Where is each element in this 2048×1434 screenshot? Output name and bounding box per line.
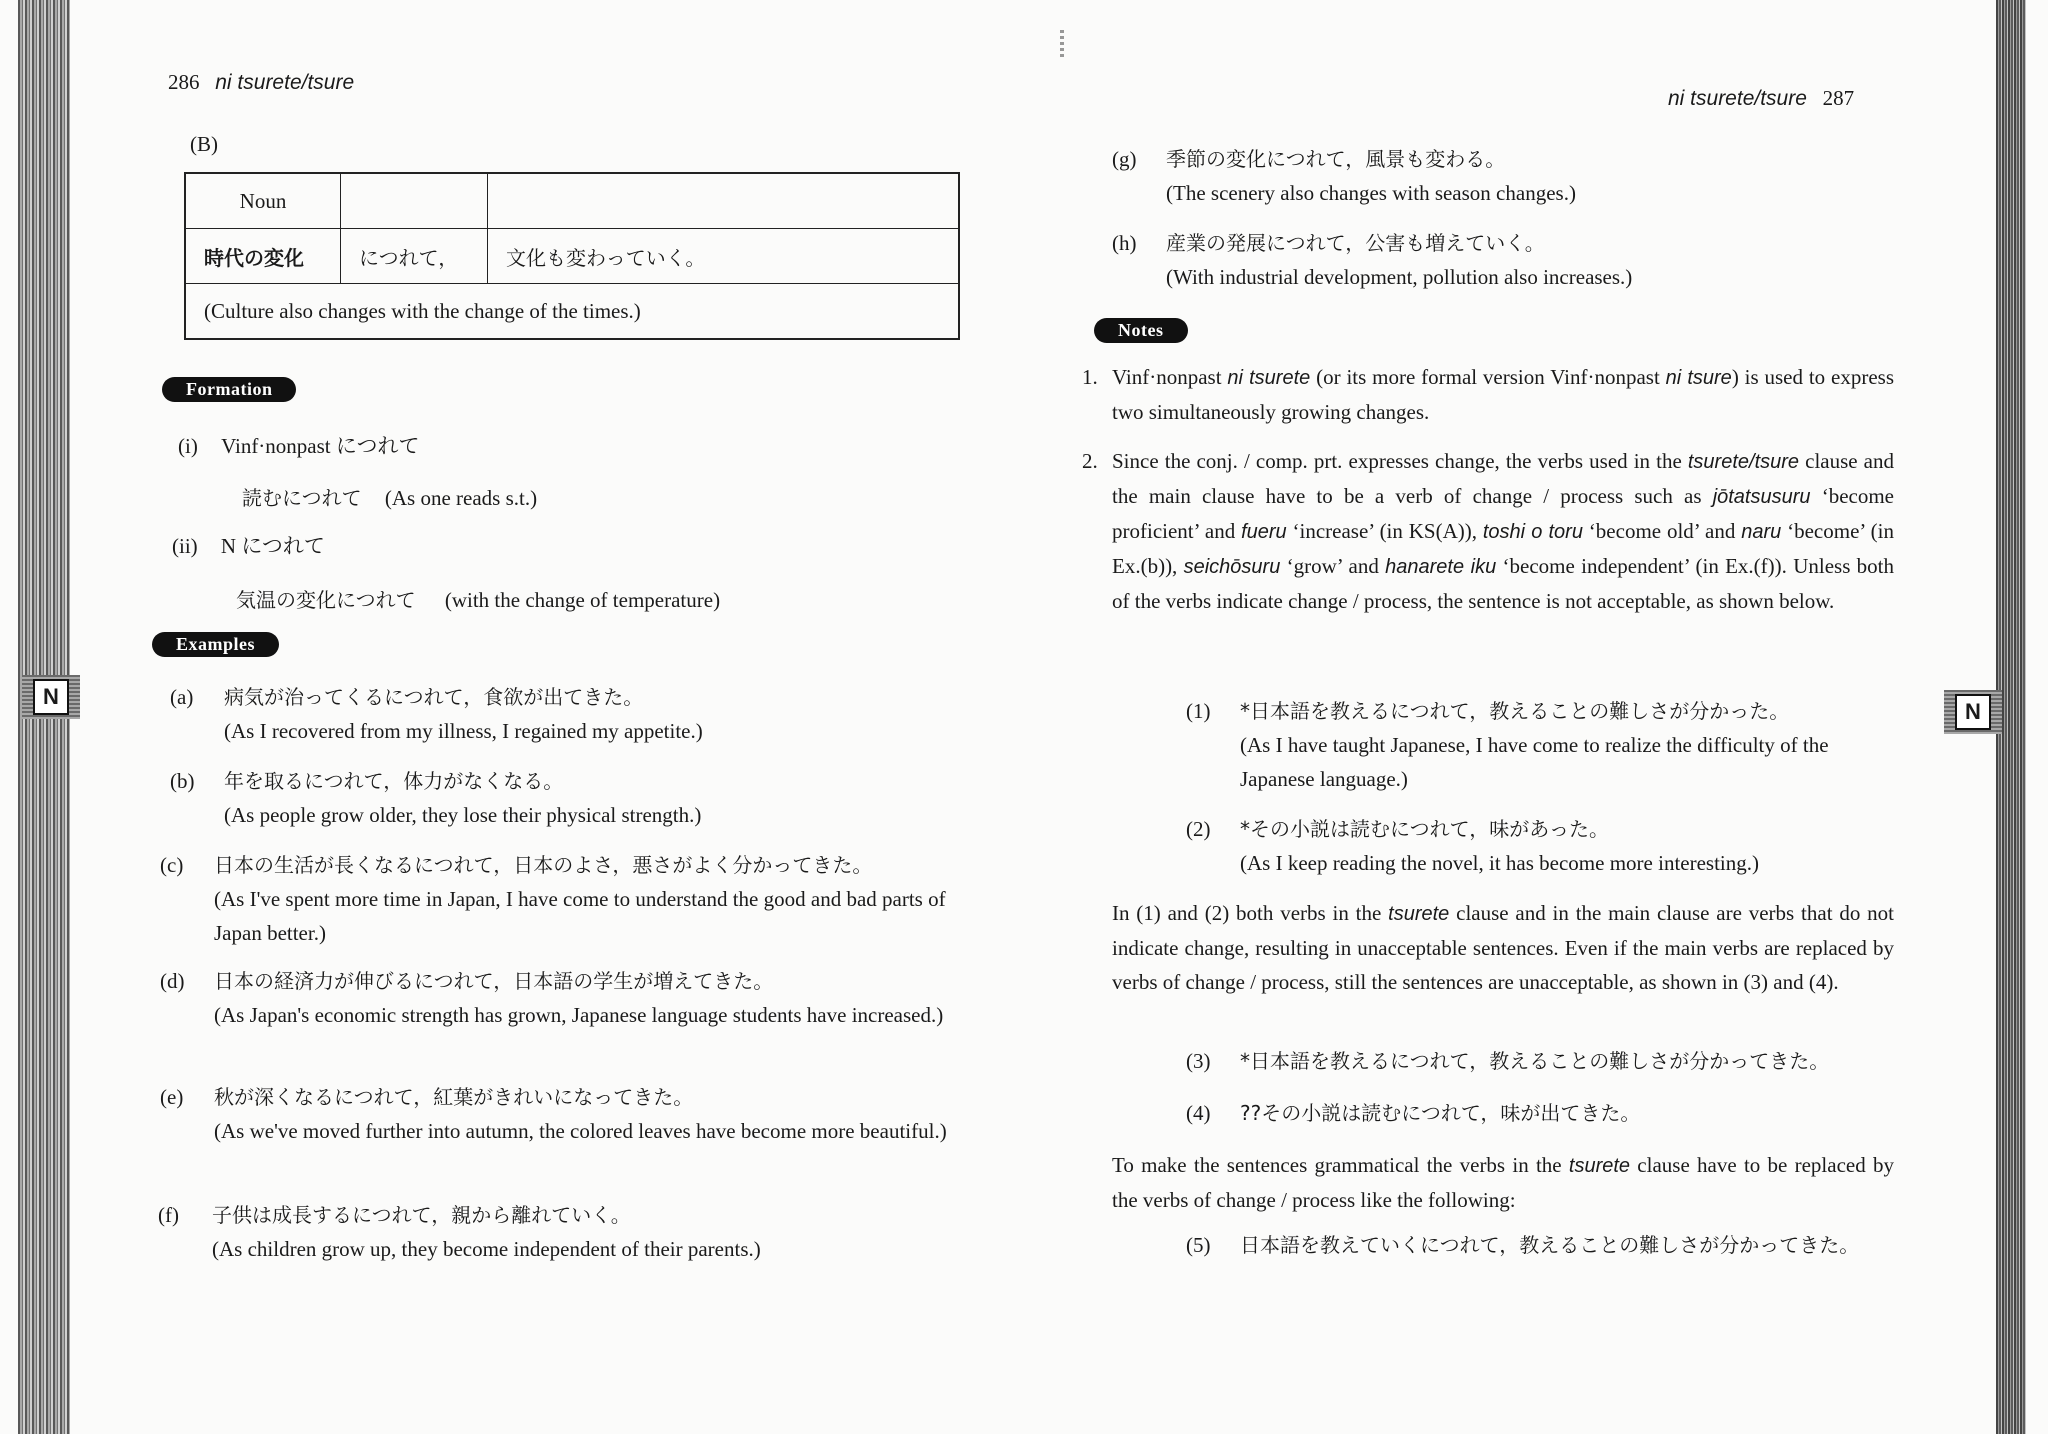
notes-heading: Notes — [1094, 318, 1188, 343]
note-1 — [1082, 360, 1894, 429]
formation-example-en: (As one reads s.t.) — [384, 486, 538, 510]
example-jp: *日本語を教えるにつれて，教えることの難しさが分かった。 — [1240, 699, 1790, 723]
formation-example-jp: 読むにつれて — [242, 486, 362, 510]
example-jp: 日本の経済力が伸びるにつれて，日本語の学生が増えてきた。 — [214, 969, 774, 993]
note-text: clause and in the main clause are verbs that do not indicate change, resulting in unacceptable sentences. Even if the main verbs are replaced by verbs of change / process, still the sentences are unacceptable, as shown in (3) and (4). — [1112, 901, 1894, 994]
running-head-title: ni tsurete/tsure — [1668, 87, 1807, 110]
example-f — [158, 1198, 964, 1266]
formation-number: (i) — [178, 434, 198, 458]
table-noun-cell: 時代の変化 — [185, 229, 341, 284]
thumb-letter: N — [33, 679, 69, 715]
example-tag: (a) — [170, 685, 194, 709]
note-term: tsurete/tsure — [1687, 451, 1800, 473]
note-text: clause and the main clause have to be a verb of change / process such as — [1112, 449, 1894, 508]
note-text: Vinf·nonpast — [1112, 365, 1228, 389]
right-running-head — [1668, 86, 1854, 111]
example-jp: *日本語を教えるにつれて，教えることの難しさが分かってきた。 — [1240, 1049, 1830, 1073]
paragraph-3 — [1112, 1148, 1894, 1217]
formation-example-en: (with the change of temperature) — [444, 588, 721, 612]
example-jp: 子供は成長するにつれて，親から離れていく。 — [212, 1203, 631, 1227]
example-tag: (2) — [1186, 817, 1211, 841]
note-term: fueru — [1241, 521, 1287, 543]
example-jp: 産業の発展につれて，公害も増えていく。 — [1166, 231, 1545, 255]
table-main-cell: 文化も変わっていく。 — [488, 229, 960, 284]
gutter-mark — [1060, 30, 1064, 60]
example-e — [160, 1080, 966, 1148]
table-particle-cell: につれて， — [341, 229, 488, 284]
example-jp: 年を取るにつれて，体力がなくなる。 — [224, 769, 564, 793]
formation-ii — [172, 530, 325, 563]
example-en: (As children grow up, they become independent of their parents.) — [212, 1237, 761, 1261]
example-a — [170, 680, 964, 748]
note-term: jōtatsusuru — [1712, 486, 1811, 508]
note-term: tsurete — [1568, 1155, 1631, 1177]
note-term: ni tsure — [1665, 367, 1732, 389]
example-jp: 病気が治ってくるにつれて，食欲が出てきた。 — [224, 685, 644, 709]
note-text: In (1) and (2) both verbs in the — [1112, 901, 1389, 925]
left-running-head — [168, 70, 354, 95]
example-tag: (4) — [1186, 1101, 1211, 1125]
page-number: 287 — [1822, 86, 1855, 110]
thumb-index-left — [22, 675, 80, 719]
note-term: seichōsuru — [1183, 556, 1281, 578]
note-number: 1. — [1082, 365, 1098, 389]
example-tag: (b) — [170, 769, 195, 793]
formation-pattern: Vinf·nonpast につれて — [221, 434, 420, 458]
note-term: tsurete — [1388, 903, 1450, 925]
example-jp: *その小説は読むにつれて，味があった。 — [1240, 817, 1609, 841]
note-term: toshi o toru — [1482, 521, 1583, 543]
example-jp: 秋が深くなるにつれて，紅葉がきれいになってきた。 — [214, 1085, 694, 1109]
examples-heading: Examples — [152, 632, 279, 657]
formation-table — [184, 172, 960, 340]
note-term: ni tsurete — [1227, 367, 1311, 389]
formation-heading: Formation — [162, 377, 296, 402]
page-number: 286 — [168, 70, 200, 94]
note-number: 2. — [1082, 449, 1098, 473]
sub-example-5 — [1186, 1228, 1900, 1262]
example-tag: (1) — [1186, 699, 1211, 723]
note-text: clause have to be replaced by the verbs of change / process like the following: — [1112, 1153, 1894, 1212]
example-en: (As I keep reading the novel, it has become more interesting.) — [1240, 851, 1759, 875]
table-header-noun: Noun — [185, 173, 341, 229]
example-en: (With industrial development, pollution also increases.) — [1166, 265, 1633, 289]
note-text: ‘grow’ and — [1280, 554, 1386, 578]
note-text: Since the conj. / comp. prt. expresses change, the verbs used in the — [1112, 449, 1688, 473]
example-h — [1112, 226, 1926, 294]
example-tag: (e) — [160, 1085, 184, 1109]
example-tag: (5) — [1186, 1233, 1211, 1257]
note-text: (or its more formal version Vinf·nonpast — [1310, 365, 1666, 389]
example-tag: (d) — [160, 969, 185, 993]
example-jp: ??その小説は読むにつれて，味が出てきた。 — [1240, 1101, 1641, 1125]
sub-example-2 — [1186, 812, 1900, 880]
note-text: To make the sentences grammatical the verbs in the — [1112, 1153, 1569, 1177]
example-en: (As people grow older, they lose their physical strength.) — [224, 803, 702, 827]
example-tag: (h) — [1112, 231, 1137, 255]
formation-pattern: N につれて — [220, 534, 325, 558]
example-en: (As Japan's economic strength has grown, Japanese language students have increased.) — [214, 1003, 944, 1027]
example-tag: (g) — [1112, 147, 1137, 171]
table-translation: (Culture also changes with the change of the times.) — [185, 284, 959, 340]
example-b — [170, 764, 964, 832]
example-tag: (3) — [1186, 1049, 1211, 1073]
formation-ii-example — [236, 584, 720, 617]
example-en: (As we've moved further into autumn, the colored leaves have become more beautiful.) — [214, 1119, 947, 1143]
note-text: ‘become’ (in Ex.(b)), — [1112, 519, 1895, 578]
example-jp: 日本語を教えていくにつれて，教えることの難しさが分かってきた。 — [1240, 1233, 1860, 1257]
note-term: hanarete iku — [1385, 556, 1497, 578]
example-en: (As I have taught Japanese, I have come to realize the difficulty of the Japanese language.) — [1240, 733, 1829, 791]
formation-i-example — [242, 482, 537, 515]
note-text: ‘become old’ and — [1582, 519, 1742, 543]
sub-example-3 — [1186, 1044, 1900, 1078]
example-en: (As I've spent more time in Japan, I have come to understand the good and bad parts of Japan better.) — [214, 887, 946, 945]
example-tag: (c) — [160, 853, 184, 877]
sub-example-4 — [1186, 1096, 1900, 1130]
example-en: (The scenery also changes with season changes.) — [1166, 181, 1576, 205]
example-tag: (f) — [158, 1203, 179, 1227]
formation-i — [178, 430, 419, 463]
example-en: (As I recovered from my illness, I regained my appetite.) — [224, 719, 703, 743]
note-2 — [1082, 444, 1895, 618]
note-text: ‘increase’ (in KS(A)), — [1286, 519, 1483, 543]
note-term: naru — [1741, 521, 1782, 543]
thumb-index-right — [1944, 690, 2002, 734]
formation-number: (ii) — [172, 534, 198, 558]
note-text: ) is used to express two simultaneously growing changes. — [1112, 365, 1894, 424]
example-jp: 季節の変化につれて，風景も変わる。 — [1166, 147, 1506, 171]
example-c — [160, 848, 966, 950]
example-d — [160, 964, 966, 1032]
sub-example-1 — [1186, 694, 1900, 796]
example-g — [1112, 142, 1926, 210]
formation-example-jp: 気温の変化につれて — [236, 588, 416, 612]
note-text: ‘become independent’ (in Ex.(f)). Unless both of the verbs indicate change / process, the sentence is not acceptable, as shown below. — [1112, 554, 1894, 613]
paragraph-2 — [1112, 896, 1894, 999]
running-head-title: ni tsurete/tsure — [215, 71, 355, 94]
thumb-letter: N — [1955, 694, 1991, 730]
section-b-label: (B) — [190, 132, 218, 156]
note-text: ‘become proficient’ and — [1112, 484, 1894, 543]
example-jp: 日本の生活が長くなるにつれて，日本のよさ，悪さがよく分かってきた。 — [214, 853, 873, 877]
